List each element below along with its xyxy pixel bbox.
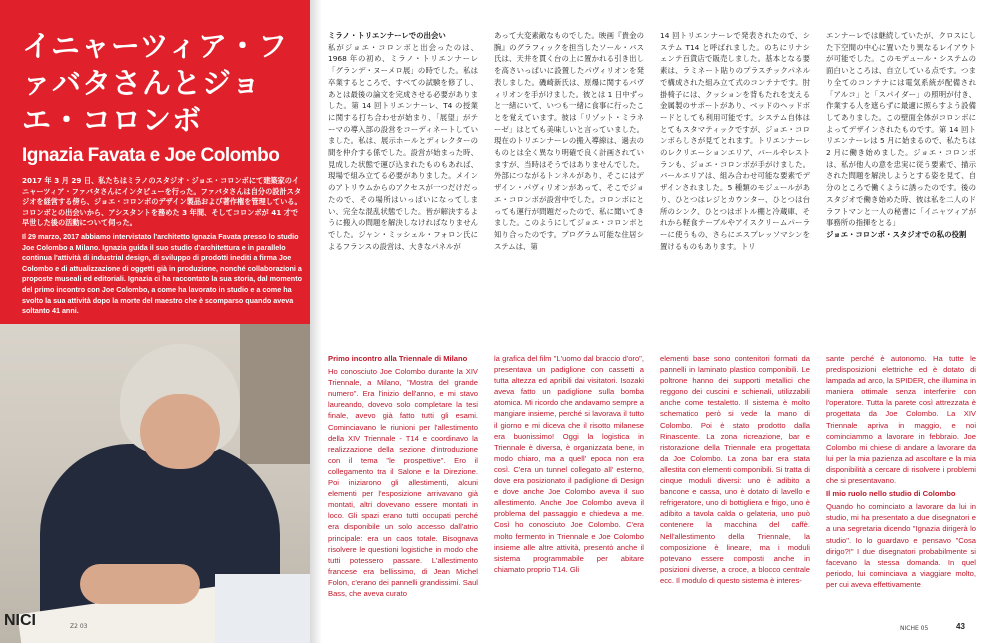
photo-figure-face: [140, 394, 220, 469]
photo-shelf: [240, 324, 310, 464]
it-text: Ho conosciuto Joe Colombo durante la XIV Triennale, a Milano, "Mostra del grande numero". Era l'inizio dell'anno, e mi stavo laureando, dovevo solo completare la tesi finale, avevo già fatto tutti gli esami. Cominciavano le riunioni per l'allestimento della XIV Triennale - T14 e coordinavo la realizzazione della sezione d'introduzione con il tema "le prospettive". Ero il collegamento tra il Salone e la Direzione. Poi iniziarono gli allestimenti, alcuni elementi per l'esposizione arrivavano già montati, altri dovevano essere montati in loco. Gli spazi erano tutti occupati perché era disponibile un solo accesso dall'atrio principale: era un caos totale. Bisognava risolvere le questioni logistiche in modo che tutti potessero passare. L'allestimento francese era bellissimo, di Jean Michel Folon, c'erano dei pannelli grandissimi. Saul Bass, che aveva curato: [328, 367, 478, 598]
jp-text: 私がジョエ・コロンボと出会ったのは、1968 年の初め、ミラノ・トリエンナーレ「グランデ・ヌーメロ展」の時でした。私は卒業するところで、すべての試験を修了し、あとは最後の論文を完成させる必要がありました。第 14 回トリエンナーレ、T4 の授業に関する打ち合わせが始まり、「展望」がテーマの導入部の設営をコーディネートしていました。私は、展示ホールとディレクターの間を仲介する係でした。設営が始まった時、見成した状態で運び込まれたものもあれば、現場で組み立てる必要がありました。メインのアトリウムからのアクセスが一つだけだったので、その場所はいっぱいになってしまい、完全な混乱状態でした。皆が解決するように搬入の問題を解決しなければなりませんでした。ジャン・ミッシェル・フォロン氏によるフランスの設営は、大きなパネルが: [328, 42, 478, 251]
it-column-2: [494, 353, 644, 577]
page-number: 43: [956, 622, 965, 631]
jp-column-3: [660, 30, 810, 252]
jp-text: 14 回トリエンナーレで発表されたので、システム T14 と呼ばれました。のちにリナシェンテ百貨店で販売しました。基本となる要素は、ラミネート貼りのプラスチックパネルで構成された組み立て式のコンテナです。肘掛椅子には、クッションを背もたれを支える金属製のサポートがあり、ベッドのヘッドボードとしても利用可能です。システム自体はとてもスタマティックですが、ジョエ・コロンボらしさが見てとれます。トリエンナーレのレクリエーションエリア、バールやレストランも、ジョエ・コロンボが手がけました。バールエリアは、組み合わせ可能な要素でデザインされました。5 種類のモジュールがあり、ひとつはレジとカウンター、ひとつは台所のシンク、ひとつはボトル棚と冷蔵庫、それから軽食テーブルやアイスクリームパーラーに使うもの、さらにエスプレッソマシンを置けるものもあります。トリ: [660, 31, 810, 251]
portrait-photo: [0, 324, 310, 643]
page-gutter: [310, 0, 322, 643]
jp-column-4: [826, 30, 976, 241]
it-heading-studio-role: Il mio ruolo nello studio di Colombo: [826, 489, 956, 499]
jp-column-1: [328, 30, 478, 252]
title-japanese: イニャーツィア・ファバタさんとジョエ・コロンボ: [22, 29, 288, 137]
it-text: Quando ho cominciato a lavorare da lui in studio, mi ha presentato a due disegnatori e a una segretaria dicendo "Ignazia dirigerà lo studio". Io lo guardavo e pensavo "Cosa dirigo?!" I due disegnatori probabilmente si facevano la stessa domanda. In quel periodo, lui cominciava a viaggiare molto, per cui aveva effettivamente: [826, 502, 976, 589]
photo-magazine-2: [215, 574, 310, 643]
left-page-label: Z2 03: [70, 623, 88, 630]
photo-magazine-label: NICI: [4, 612, 36, 629]
it-text: sante perché è autonomo. Ha tutte le predisposizioni elettriche ed è dotato di lampada ad arco, la SPIDER, che illumina in maniera ottimale senza interferire con l'operatore. Tutta la parete così attrezzata è progettata da Joe Colombo. La XIV Triennale apriva in maggio, e noi cominciammo a lavorare in febbraio. Joe Colombo mi chiese di andare a lavorare da lui per la mia pazienza ad ascoltare e la mia disponibilità a cercare di risolvere i problemi che si presentavano.: [826, 354, 976, 486]
photo-figure-hands: [80, 564, 200, 604]
jp-heading-studio-role: ジョエ・コロンボ・スタジオでの私の役割: [826, 229, 967, 239]
left-page: [0, 0, 310, 643]
title-italian: Ignazia Favata e Joe Colombo: [22, 145, 280, 166]
it-heading-triennale: Primo incontro alla Triennale di Milano: [328, 354, 468, 363]
jp-text: エンナーレでは継続していたが、クロスにした下空間の中心に置いたり異なるレイアウトが可能でした。このモデュール・システムの面白いところは、自立している点です。つまり全てのコンテナには電気系統が配備され「アルコ」と「スパイダー」の照明が付き、作業する人を遮らずに最適に照らすよう設備してありました。この壁面全体がコロンボによってデザインされたものです。第 14 回トリエンナーレは 5 月に始まるので、私たちは 2 月に働き始めました。ジョエ・コロンボは、私が他人の意を忠実に従う要素で、描示された問題を解決しようとする姿を見て、自分のところで働くように誘ったのです。後のスタジオで働き始めた時、彼は私を二人のドラフトマンと一人の秘書に「イニャツィアが事務所の指揮をとる」: [826, 31, 976, 228]
lead-italian: Il 29 marzo, 2017 abbiamo intervistato l'architetto Ignazia Favata presso lo studio Joe Colombo a Milano. Ignazia guida il suo studio d'architettura e in parallelo continua l'attività di industrial design, di sviluppo di prodotti inediti a firma Joe Colombo e di attualizzazione di oggetti già in produzione, nonché collaborazioni a proposte museali ed editoriali. Ignazia ci ha raccontato la sua storia, dal momento del primo incontro con Joe Colombo, a come ha lavorato in studio e a come ha svolto la sua attività dopo la morte del maestro che è scomparso quando aveva soltanto 41 anni.: [22, 232, 302, 316]
jp-text: あって大変素敵なものでした。映画『貴金の腕』のグラフィックを担当したソール・バス氏は、天井を貫く台の上に置かれる引き出しを高さいっぱいに設置したパヴィリオンを発表しました。磯崎新氏は、原爆に関するパヴィリオンを手がけました。彼とは 1 日中ずっと一緒にいて、いつも一緒に食事に行ったことを覚えています。彼は「リゾット・ミラネーゼ」はとても美味しいと言っていました。現在のトリエンナーレの搬入導線は、過去のものとは全く異なり明確で良く計画されていますが、当時はそうではありませんでした。外部につながるトンネルがあり、そこにはデザイン・パヴィリオンがあって、そこでジョエ・コロンボが設営中でした。コロンボにとっても運行が問題だったので、私に聞いてきました。このようにしてジョエ・コロンボと知り合ったのです。プログラム可能な住居システムは、第: [494, 31, 644, 251]
it-text: la grafica del film "L'uomo dal braccio d'oro", presentava un padiglione con cassetti a tutta altezza ed apribili dai visitatori. Isozaki aveva fatto un padiglione sulla bomba atomica. Mi ricordo che andavamo sempre a mangiare insieme, perché si lavorava il tutto il giorno e mi diceva che il risotto milanese era buonissimo! Oggi la logistica in Triennale è diversa, è organizzata bene, in modo chiaro, ma a quell' epoca non era così. C'era un tunnel collegato all' esterno, dove era posizionato il padiglione di Design e dove anche Joe Colombo aveva il suo allestimento. Anche Joe Colombo aveva il problema del passaggio e chiedeva a me. Così ho conosciuto Joe Colombo. C'era molto fermento in Triennale e Joe Colombo insieme alle altre attività, presentò anche il sistema programmabile per abitare chiamato proprio T14. Gli: [494, 354, 644, 574]
lead-japanese: 2017 年 3 月 29 日、私たちはミラノのスタジオ・ジョエ・コロンボにて建築家のイニャーツィア・ファバタさんにインタビューを行った。ファバタさんは自分の設計スタジオを経営する傍ら、ジョエ・コロンボのデザイン製品および著作権を管理している。コロンボとの出会いから、アシスタントを務めた 3 年間、そしてコロンボが 41 才で早世した後の活動について伺った。: [22, 176, 302, 227]
it-column-4: [826, 353, 976, 592]
it-column-1: [328, 353, 478, 601]
it-column-3: [660, 353, 810, 588]
jp-column-2: [494, 30, 644, 252]
magazine-footer: NICHE 05: [900, 625, 929, 632]
it-text: elementi base sono contenitori formati da pannelli in laminato plastico componibili. Le poltrone hanno dei supporti metallici che reggono dei cuscini e schienali, utilizzabili anche come testaletto. Il sistema è molto schematico però si vede la mano di Colombo. Poi è stato prodotto dalla Rinascente. La zona ricreazione, bar e ristorazione della Triennale era progettata da Joe Colombo. La zona bar era stata allestita con elementi componibili. Si tratta di cinque moduli diversi: uno è adibito a bancone e cassa, uno è dotato di lavello e refrigeratore, uno di bottigliera e frigo, uno è adibito a tavola calda o gelateria, uno può contenere la macchina del caffè. Nell'allestimento della Triennale, la composizione è lineare, ma i moduli potevano essere composti anche in posizioni diverse, a croce, a blocco centrale ecc. Il modulo di questo sistema è interes-: [660, 354, 810, 585]
jp-heading-triennale: ミラノ・トリエンナーレでの出会い: [328, 31, 446, 40]
